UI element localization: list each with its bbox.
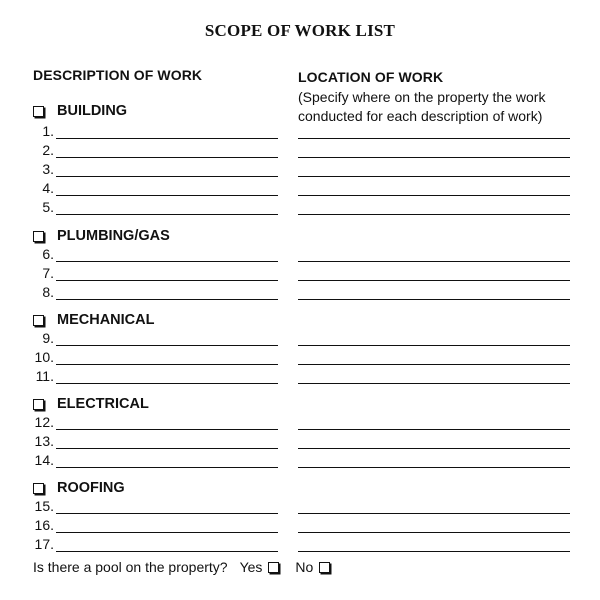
pool-no-checkbox[interactable]: [319, 562, 330, 573]
description-line[interactable]: [56, 364, 278, 365]
list-item: [0, 368, 600, 387]
item-number: 5.: [42, 199, 54, 215]
list-item: [0, 142, 600, 161]
item-number: 15.: [34, 498, 54, 514]
item-number: 14.: [34, 452, 54, 468]
location-line[interactable]: [298, 299, 570, 300]
list-item: [0, 265, 600, 284]
location-line[interactable]: [298, 345, 570, 346]
description-line[interactable]: [56, 176, 278, 177]
location-line[interactable]: [298, 280, 570, 281]
description-line[interactable]: [56, 345, 278, 346]
location-line[interactable]: [298, 551, 570, 552]
item-number: 12.: [34, 414, 54, 430]
section-roofing: [33, 480, 125, 496]
list-item: [0, 199, 600, 218]
list-item: [0, 349, 600, 368]
pool-yes-option[interactable]: [240, 559, 280, 575]
roofing-checkbox[interactable]: [33, 483, 44, 494]
electrical-checkbox[interactable]: [33, 399, 44, 410]
pool-no-label: No: [295, 559, 314, 575]
list-item: [0, 414, 600, 433]
building-checkbox[interactable]: [33, 106, 44, 117]
description-line[interactable]: [56, 261, 278, 262]
item-number: 1.: [42, 123, 54, 139]
description-line[interactable]: [56, 383, 278, 384]
location-line[interactable]: [298, 157, 570, 158]
pool-no-option[interactable]: [295, 559, 330, 575]
list-item: [0, 498, 600, 517]
location-note: [298, 88, 588, 125]
section-label: PLUMBING/GAS: [57, 228, 170, 244]
item-number: 16.: [34, 517, 54, 533]
description-line[interactable]: [56, 195, 278, 196]
description-line[interactable]: [56, 299, 278, 300]
description-line[interactable]: [56, 157, 278, 158]
item-number: 6.: [42, 246, 54, 262]
location-line[interactable]: [298, 176, 570, 177]
item-number: 10.: [34, 349, 54, 365]
section-label: BUILDING: [57, 103, 128, 119]
description-line[interactable]: [56, 467, 278, 468]
section-mechanical: [33, 312, 154, 328]
description-line[interactable]: [56, 138, 278, 139]
location-line[interactable]: [298, 214, 570, 215]
form-title: SCOPE OF WORK LIST: [204, 21, 396, 40]
location-header: LOCATION OF WORK: [298, 69, 444, 85]
location-line[interactable]: [298, 195, 570, 196]
location-line[interactable]: [298, 513, 570, 514]
description-line[interactable]: [56, 429, 278, 430]
item-number: 4.: [42, 180, 54, 196]
section-plumbing-gas: [33, 228, 170, 244]
pool-yes-checkbox[interactable]: [268, 562, 279, 573]
description-line[interactable]: [56, 280, 278, 281]
description-line[interactable]: [56, 214, 278, 215]
item-number: 7.: [42, 265, 54, 281]
section-label: ROOFING: [57, 480, 125, 496]
item-number: 2.: [42, 142, 54, 158]
pool-question: [33, 559, 330, 575]
item-number: 17.: [34, 536, 54, 552]
pool-question-text: Is there a pool on the property?: [33, 559, 228, 575]
section-electrical: [33, 396, 149, 412]
item-number: 3.: [42, 161, 54, 177]
section-building: [33, 103, 127, 119]
list-item: [0, 517, 600, 536]
description-line[interactable]: [56, 513, 278, 514]
location-line[interactable]: [298, 467, 570, 468]
description-line[interactable]: [56, 551, 278, 552]
item-number: 13.: [34, 433, 54, 449]
list-item: [0, 180, 600, 199]
location-line[interactable]: [298, 448, 570, 449]
description-line[interactable]: [56, 448, 278, 449]
list-item: [0, 284, 600, 303]
location-line[interactable]: [298, 138, 570, 139]
list-item: [0, 433, 600, 452]
plumbing-gas-checkbox[interactable]: [33, 231, 44, 242]
mechanical-checkbox[interactable]: [33, 315, 44, 326]
location-line[interactable]: [298, 261, 570, 262]
list-item: [0, 452, 600, 471]
item-number: 8.: [42, 284, 54, 300]
item-number: 9.: [42, 330, 54, 346]
list-item: [0, 536, 600, 555]
description-header: DESCRIPTION OF WORK: [33, 67, 203, 83]
location-line[interactable]: [298, 429, 570, 430]
list-item: [0, 246, 600, 265]
list-item: [0, 330, 600, 349]
item-number: 11.: [35, 368, 54, 384]
location-line[interactable]: [298, 383, 570, 384]
list-item: [0, 161, 600, 180]
location-line[interactable]: [298, 532, 570, 533]
section-label: MECHANICAL: [57, 312, 155, 328]
location-note-line-1: (Specify where on the property the work: [298, 89, 546, 105]
description-line[interactable]: [56, 532, 278, 533]
list-item: [0, 123, 600, 142]
pool-yes-label: Yes: [239, 559, 263, 575]
section-label: ELECTRICAL: [57, 396, 149, 412]
location-note-line-2: conducted for each description of work): [298, 107, 543, 124]
location-line[interactable]: [298, 364, 570, 365]
